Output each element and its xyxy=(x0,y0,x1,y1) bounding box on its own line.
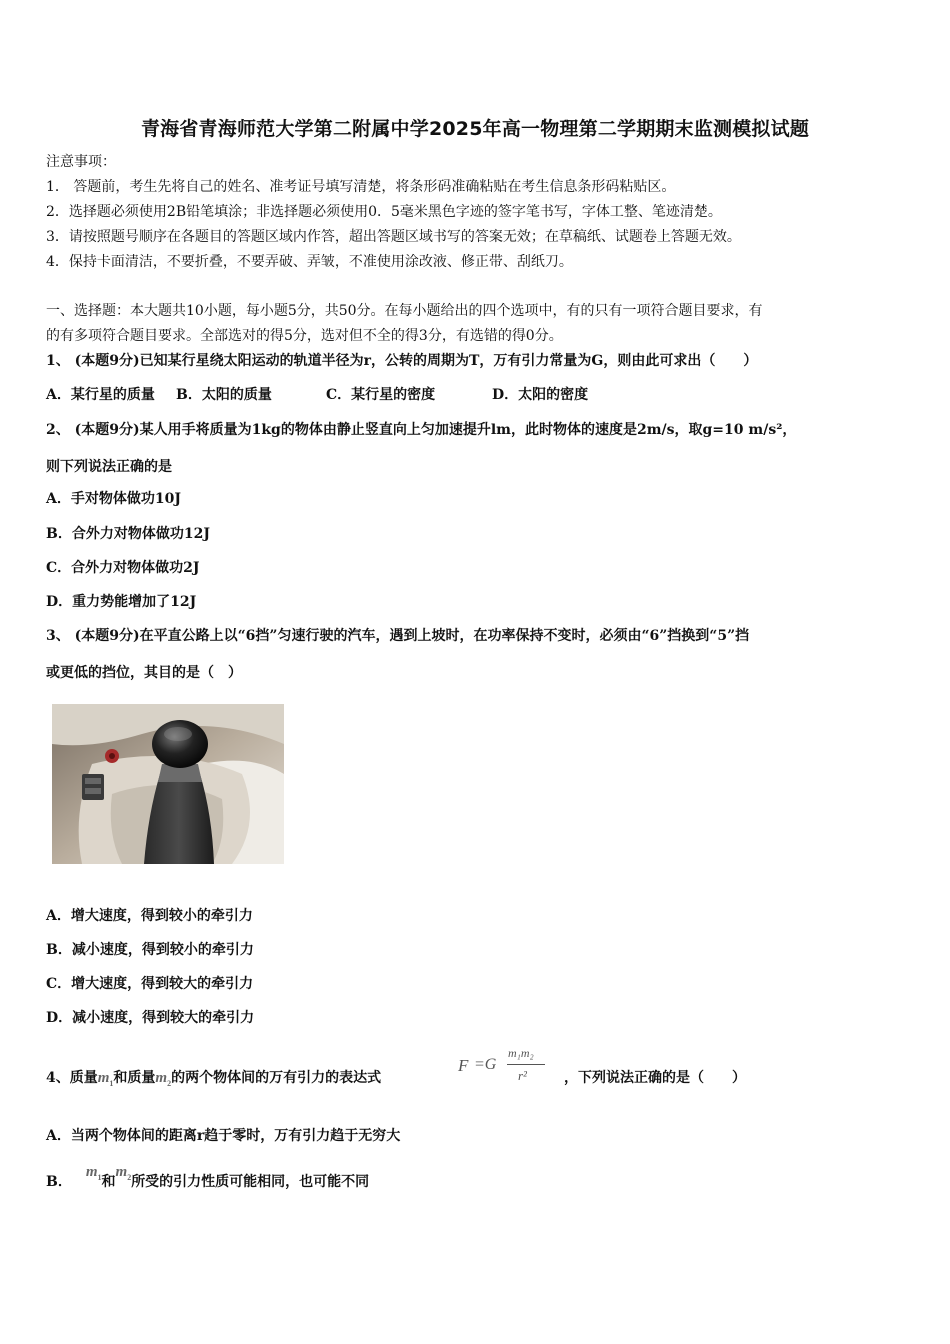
question-4-mid: 的两个物体间的万有引力的表达式 xyxy=(171,1070,382,1086)
question-3-stem-line-1: 3、 (本题9分)在平直公路上以“6挡”匀速行驶的汽车，遇到上坡时，在功率保持不变时，必须由“6”挡换到“5”挡 xyxy=(46,628,750,644)
formula-lhs: F xyxy=(458,1056,469,1075)
notice-item-3: 3．请按照题号顺序在各题目的答题区域内作答，超出答题区域书写的答案无效；在草稿纸、试题卷上答题无效。 xyxy=(46,229,741,245)
formula-equals-g: =G xyxy=(474,1056,497,1073)
question-3-stem-line-2: 或更低的挡位，其目的是（ ） xyxy=(46,665,242,681)
question-1-options xyxy=(46,385,906,405)
question-3-option-b: B．减小速度，得到较小的牵引力 xyxy=(46,942,254,958)
question-1-option-b: B．太阳的质量 xyxy=(176,387,272,403)
question-2-stem-line-1: 2、 (本题9分)某人用手将质量为1kg的物体由静止竖直向上匀加速提升lm，此时物体的速度是2m/s，取g=10 m/s²， xyxy=(46,422,797,438)
mass-m1: $m_1$ xyxy=(97,1070,114,1088)
option-b-rest: 所受的引力性质可能相同，也可能不同 xyxy=(131,1174,370,1190)
option-b-m1: $m_1$ xyxy=(85,1164,102,1182)
option-b-m2: $m_2$ xyxy=(115,1164,132,1182)
question-3-option-d: D．减小速度，得到较大的牵引力 xyxy=(46,1010,255,1026)
page-title: 青海省青海师范大学第二附属中学2025年高一物理第二学期期末监测模拟试题 xyxy=(140,118,810,140)
section-intro-line-1: 一、选择题：本大题共10小题，每小题5分，共50分。在每小题给出的四个选项中，有的只有一项符合题目要求，有 xyxy=(46,303,763,319)
notice-item-4: 4．保持卡面清洁，不要折叠，不要弄破、弄皱，不准使用涂改液、修正带、刮纸刀。 xyxy=(46,254,573,270)
option-b-and: 和 xyxy=(101,1174,116,1190)
question-4-option-a: A．当两个物体间的距离r趋于零时，万有引力趋于无穷大 xyxy=(46,1128,401,1144)
gear-shift-photo xyxy=(52,704,284,864)
question-4-suffix: ，下列说法正确的是（ ） xyxy=(564,1070,746,1086)
question-1-option-d: D．太阳的密度 xyxy=(492,387,589,403)
question-1-stem: 1、 (本题9分)已知某行星绕太阳运动的轨道半径为r，公转的周期为T，万有引力常量为G，则由此可求出（ ） xyxy=(46,353,758,369)
question-2-option-b: B．合外力对物体做功12J xyxy=(46,526,210,542)
notice-heading: 注意事项： xyxy=(46,154,116,170)
question-2-option-d: D．重力势能增加了12J xyxy=(46,594,197,610)
formula-numerator: m₁m₂ xyxy=(508,1046,534,1060)
mass-m2: $m_2$ xyxy=(155,1070,172,1088)
question-4-option-b xyxy=(46,1164,906,1198)
question-4-and: 和质量 xyxy=(113,1070,156,1086)
formula-denominator: r² xyxy=(518,1068,527,1083)
question-3-option-c: C．增大速度，得到较大的牵引力 xyxy=(46,976,254,992)
question-3-option-a: A．增大速度，得到较小的牵引力 xyxy=(46,908,253,924)
notice-item-2: 2．选择题必须使用2B铅笔填涂；非选择题必须使用0．5毫米黑色字迹的签字笔书写，字体工整、笔迹清楚。 xyxy=(46,204,722,220)
question-4-prefix: 4、质量 xyxy=(46,1070,98,1086)
question-2-stem-line-2: 则下列说法正确的是 xyxy=(46,459,172,475)
section-intro-line-2: 的有多项符合题目要求。全部选对的得5分，选对但不全的得3分，有选错的得0分。 xyxy=(46,328,563,344)
notice-item-1: 1． 答题前，考生先将自己的姓名、准考证号填写清楚，将条形码准确粘贴在考生信息条形码粘贴区。 xyxy=(46,179,676,195)
question-2-option-c: C．合外力对物体做功2J xyxy=(46,560,200,576)
question-1-option-c: C．某行星的密度 xyxy=(326,387,436,403)
gravitation-formula xyxy=(456,1046,556,1092)
formula-fraction-bar xyxy=(507,1064,545,1065)
question-2-option-a: A．手对物体做功10J xyxy=(46,491,181,507)
question-1-option-a: A．某行星的质量 xyxy=(46,387,155,403)
question-4-option-b-label: B． xyxy=(46,1174,72,1190)
